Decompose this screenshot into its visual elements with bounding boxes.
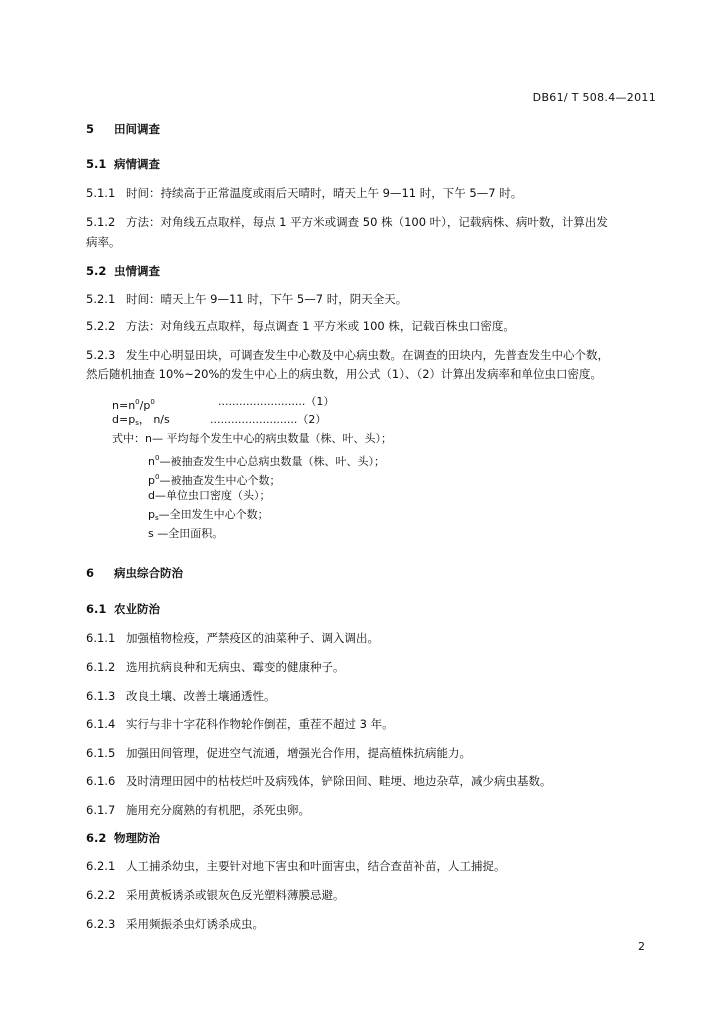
section-number: 5.1 xyxy=(86,157,107,171)
clause-number: 6.2.1 xyxy=(86,859,116,873)
clause-number: 6.1.1 xyxy=(86,631,116,645)
formula-1-number: .........................（1） xyxy=(218,395,335,408)
where-item: s —全田面积。 xyxy=(148,527,224,540)
section-title: 病情调查 xyxy=(114,157,160,171)
clause-6-1-3 xyxy=(86,689,276,703)
clause-6-2-1 xyxy=(86,859,506,873)
section-number: 6.2 xyxy=(86,831,107,845)
clause-text: 时间：持续高于正常温度或雨后天晴时，晴天上午 9—11 时，下午 5—7 时。 xyxy=(126,186,523,200)
formula-where-line xyxy=(112,432,392,446)
clause-number: 5.1.2 xyxy=(86,215,116,229)
section-5-1-heading xyxy=(86,157,160,171)
section-title: 田间调查 xyxy=(114,122,160,136)
clause-6-2-3 xyxy=(86,917,264,931)
clause-text: 方法：对角线五点取样，每点 1 平方米或调查 50 株（100 叶），记载病株、病叶数，计算出发 xyxy=(126,215,608,229)
section-title: 虫情调查 xyxy=(114,264,160,278)
section-number: 6.1 xyxy=(86,602,107,616)
section-5-2-heading xyxy=(86,264,160,278)
clause-number: 6.1.4 xyxy=(86,717,116,731)
clause-number: 5.2.3 xyxy=(86,348,116,362)
clause-text: 施用充分腐熟的有机肥，杀死虫卵。 xyxy=(126,803,310,817)
standard-code-header: DB61/ T 508.4—2011 xyxy=(532,91,656,104)
clause-5-2-1 xyxy=(86,292,407,306)
clause-text: 采用频振杀虫灯诱杀成虫。 xyxy=(126,917,264,931)
formula-2: $d=p_s$， n/s xyxy=(112,413,170,427)
clause-6-2-2 xyxy=(86,888,345,902)
clause-5-2-3-continued: 然后随机抽查 10%~20%的发生中心上的病虫数，用公式（1）、（2）计算出发病率和单位虫口密度。 xyxy=(86,367,603,381)
clause-6-1-5 xyxy=(86,746,471,760)
clause-text: 加强田间管理，促进空气流通，增强光合作用，提高植株抗病能力。 xyxy=(126,746,471,760)
clause-number: 6.1.3 xyxy=(86,689,116,703)
where-item: $p^0—$被抽查发生中心个数； xyxy=(148,473,281,487)
clause-number: 6.1.5 xyxy=(86,746,116,760)
clause-5-2-3 xyxy=(86,348,609,362)
clause-number: 5.2.2 xyxy=(86,319,116,333)
clause-number: 6.2.3 xyxy=(86,917,116,931)
clause-number: 6.1.2 xyxy=(86,660,116,674)
page-number: 2 xyxy=(638,940,645,953)
clause-5-1-2-continued: 病率。 xyxy=(86,235,121,249)
section-number: 6 xyxy=(86,566,95,580)
clause-text: 选用抗病良种和无病虫、霉变的健康种子。 xyxy=(126,660,345,674)
where-item: $p_s—$全田发生中心个数； xyxy=(148,508,269,522)
section-6-2-heading xyxy=(86,831,160,845)
section-6-1-heading xyxy=(86,602,160,616)
section-number: 5 xyxy=(86,122,95,136)
where-label: 式中： xyxy=(112,432,145,445)
where-item: $n^0—$被抽查发生中心总病虫数量（株、叶、头）； xyxy=(148,454,385,468)
clause-text: 及时清理田园中的枯枝烂叶及病残体，铲除田间、畦埂、地边杂草，减少病虫基数。 xyxy=(126,774,552,788)
section-title: 病虫综合防治 xyxy=(114,566,183,580)
clause-text: 实行与非十字花科作物轮作倒茬，重茬不超过 3 年。 xyxy=(126,717,394,731)
clause-number: 6.1.6 xyxy=(86,774,116,788)
formula-2-number: .........................（2） xyxy=(210,413,327,426)
clause-text: 发生中心明显田块，可调查发生中心数及中心病虫数。在调查的田块内，先普查发生中心个数， xyxy=(126,348,609,362)
clause-5-1-2 xyxy=(86,215,608,229)
clause-text: 加强植物检疫，严禁疫区的油菜种子、调入调出。 xyxy=(126,631,379,645)
clause-5-2-2 xyxy=(86,319,515,333)
section-5-heading xyxy=(86,122,160,136)
clause-6-1-1 xyxy=(86,631,379,645)
section-6-heading xyxy=(86,566,183,580)
clause-text: 采用黄板诱杀或银灰色反光塑料薄膜忌避。 xyxy=(126,888,345,902)
clause-number: 6.2.2 xyxy=(86,888,116,902)
clause-text: 方法：对角线五点取样，每点调查 1 平方米或 100 株，记载百株虫口密度。 xyxy=(126,319,515,333)
clause-number: 5.1.1 xyxy=(86,186,116,200)
clause-text: 人工捕杀幼虫，主要针对地下害虫和叶面害虫，结合查苗补苗，人工捕捉。 xyxy=(126,859,506,873)
clause-number: 6.1.7 xyxy=(86,803,116,817)
where-item: n— 平均每个发生中心的病虫数量（株、叶、头）； xyxy=(145,432,392,445)
clause-text: 改良土壤、改善土壤通透性。 xyxy=(126,689,276,703)
clause-number: 5.2.1 xyxy=(86,292,116,306)
formula-1: $n=n^0/p^0$ xyxy=(112,398,155,412)
clause-6-1-2 xyxy=(86,660,345,674)
section-number: 5.2 xyxy=(86,264,107,278)
section-title: 物理防治 xyxy=(114,831,160,845)
where-item: d—单位虫口密度（头）； xyxy=(148,489,271,502)
clause-6-1-4 xyxy=(86,717,394,731)
clause-text: 时间：晴天上午 9—11 时，下午 5—7 时，阴天全天。 xyxy=(126,292,408,306)
clause-6-1-6 xyxy=(86,774,552,788)
section-title: 农业防治 xyxy=(114,602,160,616)
clause-5-1-1 xyxy=(86,186,522,200)
clause-6-1-7 xyxy=(86,803,310,817)
